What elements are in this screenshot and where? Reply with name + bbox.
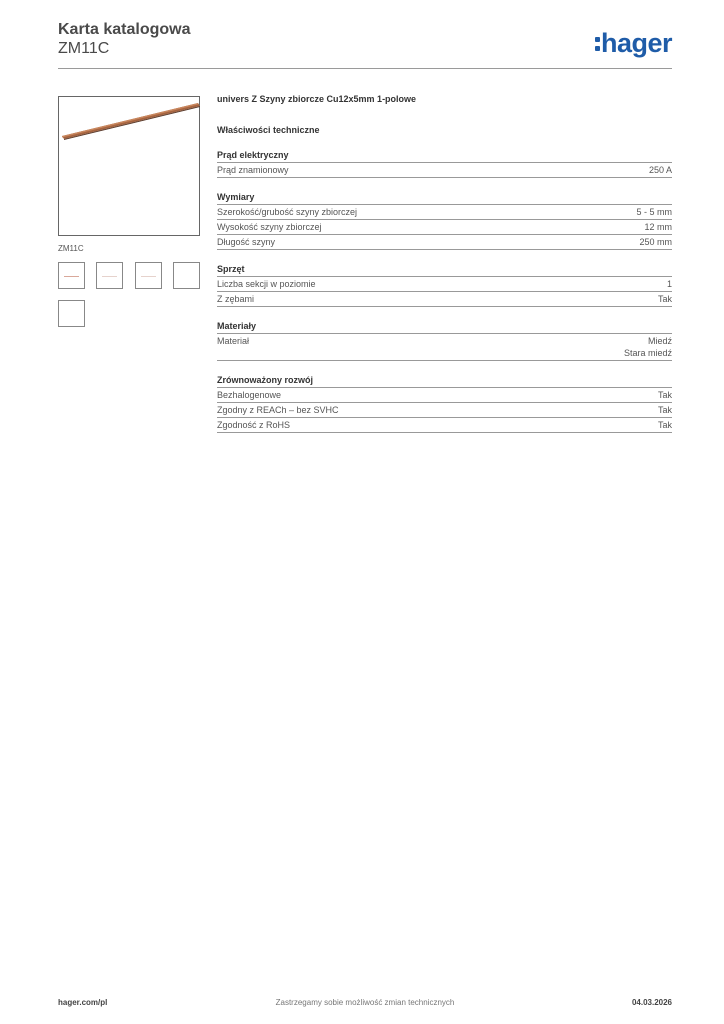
group-title: Materiały (217, 320, 672, 334)
spec-row (217, 163, 672, 178)
spec-row (217, 220, 672, 235)
thumbnail-2[interactable] (96, 262, 123, 289)
spec-row (217, 205, 672, 220)
thumbnail-3[interactable] (135, 262, 162, 289)
thumbnail-5[interactable] (58, 300, 85, 327)
spec-value: Tak (657, 390, 672, 400)
spec-value: Tak (657, 420, 672, 430)
group-current (217, 149, 672, 178)
group-sustainability (217, 374, 672, 433)
header-divider (58, 68, 672, 69)
spec-label: Prąd znamionowy (217, 165, 289, 175)
spec-value: 250 mm (639, 237, 672, 247)
spec-row (217, 277, 672, 292)
footer-site-link[interactable]: hager.com/pl (58, 998, 108, 1007)
spec-label: Liczba sekcji w poziomie (217, 279, 316, 289)
image-caption: ZM11C (58, 244, 84, 253)
footer-notice: Zastrzegamy sobie możliwość zmian technicznych (275, 998, 455, 1007)
group-materials (217, 320, 672, 361)
spec-value-list (624, 335, 672, 359)
spec-label: Zgodny z REACh – bez SVHC (217, 405, 339, 415)
spec-label: Szerokość/grubość szyny zbiorczej (217, 207, 358, 217)
product-image[interactable] (58, 96, 200, 236)
spec-label: Bezhalogenowe (217, 390, 282, 400)
spec-value: 250 A (648, 165, 672, 175)
spec-row (217, 235, 672, 250)
product-code: ZM11C (58, 40, 110, 57)
product-details (217, 92, 672, 433)
thumbnail-1[interactable] (58, 262, 85, 289)
hager-logo (595, 28, 672, 58)
logo-text: hager (600, 28, 672, 58)
tech-heading: Właściwości techniczne (217, 125, 320, 135)
group-dimensions (217, 191, 672, 250)
spec-value: 5 - 5 mm (636, 207, 672, 217)
spec-row (217, 388, 672, 403)
spec-label: Długość szyny (217, 237, 276, 247)
spec-value: Stara miedź (623, 348, 672, 358)
spec-value: 12 mm (644, 222, 672, 232)
spec-row (217, 418, 672, 433)
busbar-thumb-icon (64, 276, 79, 277)
spec-value: 1 (666, 279, 672, 289)
spec-row (217, 403, 672, 418)
document-title: Karta katalogowa (58, 21, 191, 38)
spec-value: Tak (657, 294, 672, 304)
spec-row (217, 334, 672, 361)
spec-label: Materiał (217, 336, 250, 346)
product-title: univers Z Szyny zbiorcze Cu12x5mm 1-polowe (217, 94, 417, 104)
spec-row (217, 292, 672, 307)
copper-busbar-image (59, 97, 201, 237)
group-title: Prąd elektryczny (217, 149, 672, 163)
group-title: Wymiary (217, 191, 672, 205)
busbar-thumb-icon (102, 276, 117, 277)
group-title: Zrównoważony rozwój (217, 374, 672, 388)
footer-date: 04.03.2026 (631, 998, 672, 1007)
logo-dots-icon (595, 28, 600, 54)
thumbnail-4[interactable] (173, 262, 200, 289)
group-title: Sprzęt (217, 263, 672, 277)
spec-value: Miedź (647, 336, 672, 346)
spec-label: Z zębami (217, 294, 255, 304)
page-header (58, 20, 672, 68)
spec-label: Wysokość szyny zbiorczej (217, 222, 322, 232)
busbar-thumb-icon (141, 276, 156, 277)
group-equipment (217, 263, 672, 307)
spec-value: Tak (657, 405, 672, 415)
spec-label: Zgodność z RoHS (217, 420, 291, 430)
